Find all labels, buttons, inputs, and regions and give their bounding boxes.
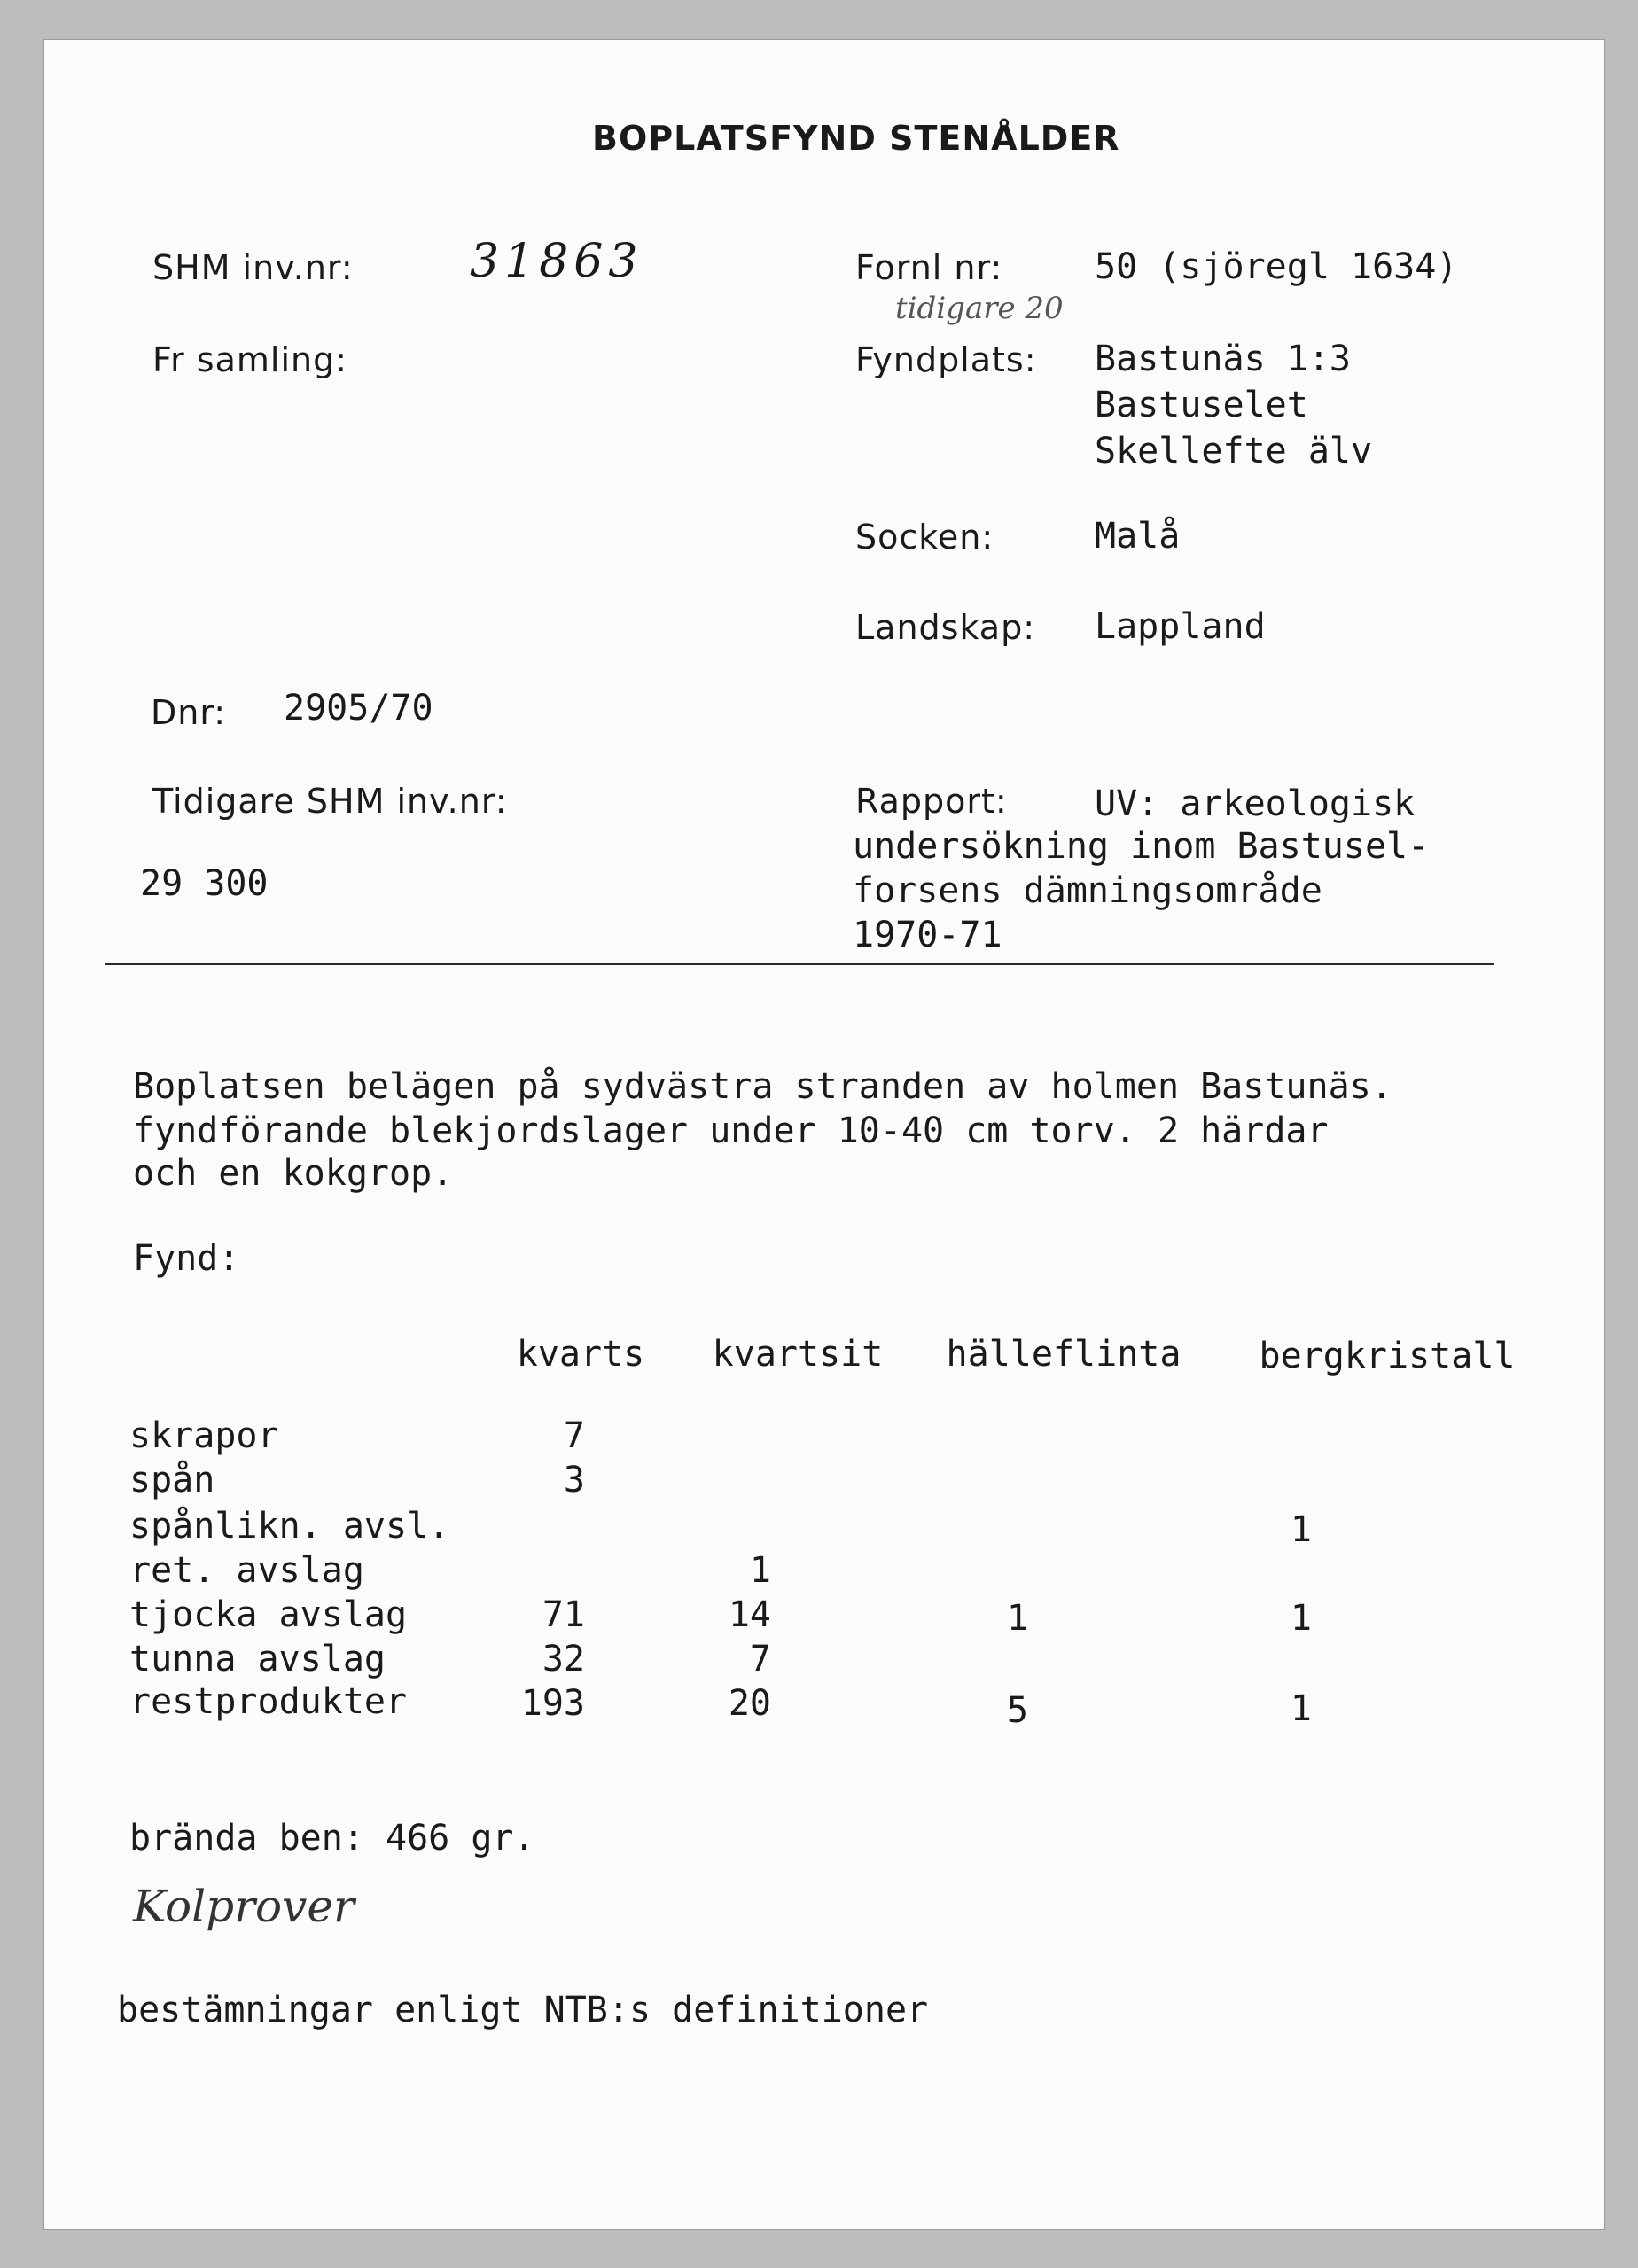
branda-ben: brända ben: 466 gr. — [129, 1818, 535, 1859]
cell-halleflinta: 5 — [1006, 1690, 1028, 1731]
description-line-3: och en kokgrop. — [133, 1153, 454, 1194]
col-header-halleflinta: hälleflinta — [946, 1334, 1182, 1375]
cell-bergkristall: 1 — [1290, 1598, 1312, 1639]
row-label: restprodukter — [129, 1681, 408, 1722]
card-title: BOPLATSFYND STENÅLDER — [592, 119, 1120, 158]
rapport-line-4: 1970-71 — [853, 915, 1002, 955]
dnr-value: 2905/70 — [284, 688, 433, 729]
tidigare-value: 29 300 — [140, 863, 269, 904]
tidigare-label: Tidigare SHM inv.nr: — [152, 782, 508, 821]
fornl-value: 50 (sjöregl 1634) — [1095, 246, 1458, 287]
shm-inv-value: 31863 — [470, 235, 644, 288]
row-label: spån — [129, 1460, 215, 1500]
cell-kvartsit: 1 — [749, 1550, 771, 1591]
fr-samling-label: Fr samling: — [152, 340, 348, 379]
row-label: tjocka avslag — [129, 1594, 408, 1635]
row-label: skrapor — [129, 1415, 279, 1456]
kolprover-handwriting: Kolprover — [133, 1881, 355, 1932]
col-header-bergkristall: bergkristall — [1259, 1336, 1516, 1376]
cell-halleflinta: 1 — [1006, 1598, 1028, 1639]
fornl-label: Fornl nr: — [855, 248, 1003, 287]
rapport-label: Rapport: — [855, 782, 1008, 821]
col-header-kvarts: kvarts — [516, 1334, 645, 1375]
cell-bergkristall: 1 — [1290, 1688, 1312, 1729]
fornl-note: tidigare 20 — [895, 291, 1064, 326]
cell-kvartsit: 20 — [728, 1683, 771, 1724]
cell-bergkristall: 1 — [1290, 1509, 1312, 1550]
footer-note: bestämningar enligt NTB:s definitioner — [117, 1990, 929, 2030]
description-line-2: fyndförande blekjordslager under 10-40 cm torv. 2 härdar — [133, 1111, 1329, 1151]
cell-kvarts: 193 — [520, 1683, 585, 1724]
rapport-line-2: undersökning inom Bastusel- — [853, 826, 1430, 867]
divider-rule — [105, 963, 1494, 965]
fyndplats-line-3: Skellefte älv — [1095, 431, 1373, 472]
row-label: ret. avslag — [129, 1550, 364, 1591]
socken-value: Malå — [1095, 516, 1181, 557]
cell-kvarts: 3 — [563, 1460, 585, 1500]
cell-kvarts: 7 — [563, 1415, 585, 1456]
fyndplats-label: Fyndplats: — [855, 340, 1037, 379]
rapport-line-3: forsens dämningsområde — [853, 870, 1322, 911]
shm-inv-label: SHM inv.nr: — [152, 248, 354, 287]
description-line-1: Boplatsen belägen på sydvästra stranden av holmen Bastunäs. — [133, 1066, 1392, 1107]
dnr-label: Dnr: — [151, 693, 227, 732]
col-header-kvartsit: kvartsit — [712, 1334, 884, 1375]
row-label: tunna avslag — [129, 1639, 386, 1680]
cell-kvartsit: 7 — [749, 1639, 771, 1680]
landskap-value: Lappland — [1095, 606, 1266, 647]
fyndplats-line-2: Bastuselet — [1095, 385, 1308, 425]
row-label: spånlikn. avsl. — [129, 1506, 450, 1547]
fynd-label: Fynd: — [133, 1238, 240, 1279]
fyndplats-line-1: Bastunäs 1:3 — [1095, 339, 1351, 379]
cell-kvarts: 32 — [542, 1639, 585, 1680]
cell-kvartsit: 14 — [728, 1594, 771, 1635]
socken-label: Socken: — [855, 518, 994, 557]
cell-kvarts: 71 — [542, 1594, 585, 1635]
rapport-line-1: UV: arkeologisk — [1095, 783, 1416, 824]
landskap-label: Landskap: — [855, 608, 1036, 647]
